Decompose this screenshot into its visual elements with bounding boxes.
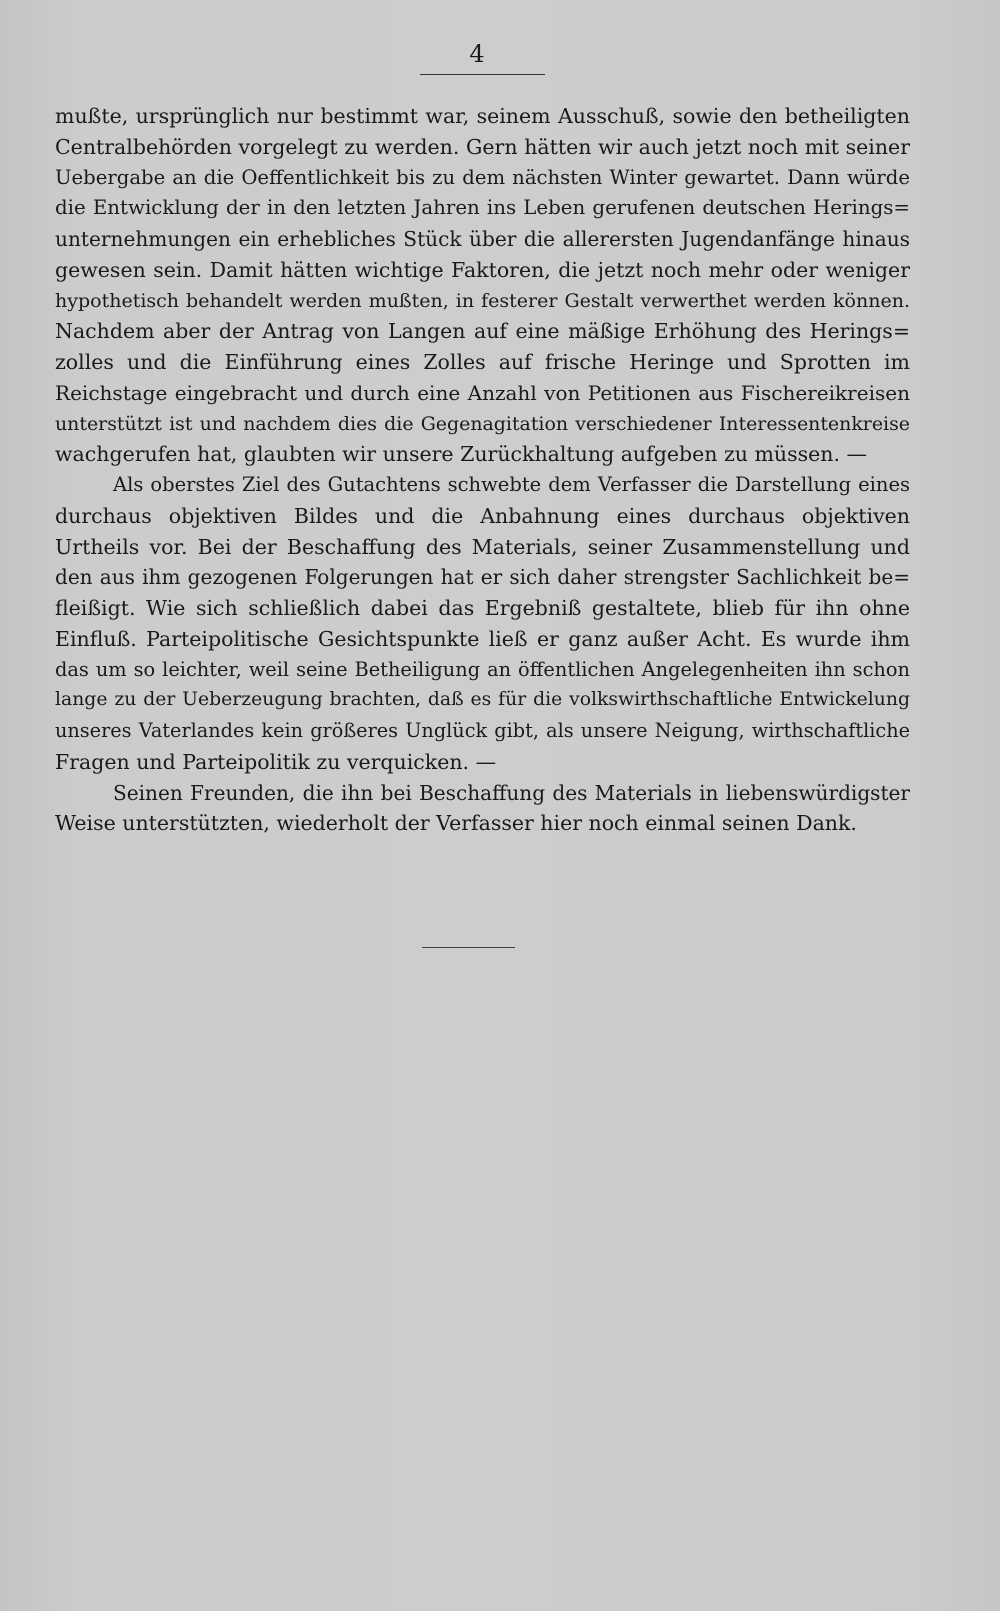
text-line: die Entwicklung der in den letzten Jahren ins Leben gerufenen deutschen Herings=	[55, 196, 910, 220]
text-line: Uebergabe an die Oeffentlichkeit bis zu dem nächsten Winter gewartet. Dann würde	[55, 165, 910, 189]
header-rule	[420, 74, 545, 75]
text-line: Einfluß. Parteipolitische Gesichtspunkte ließ er ganz außer Acht. Es wurde ihm	[55, 626, 910, 651]
text-line: Centralbehörden vorgelegt zu werden. Gern hätten wir auch jetzt noch mit seiner	[55, 134, 910, 159]
text-line: Seinen Freunden, die ihn bei Beschaffung des Materials in liebenswürdigster	[113, 780, 910, 805]
text-line: Reichstage eingebracht und durch eine Anzahl von Petitionen aus Fischereikreisen	[55, 380, 910, 405]
text-line: Fragen und Parteipolitik zu verquicken. —	[55, 749, 497, 774]
text-line: mußte, ursprünglich nur bestimmt war, seinem Ausschuß, sowie den betheiligten	[55, 104, 910, 128]
text-line: unterstützt ist und nachdem dies die Gegenagitation verschiedener Interessentenkreise	[55, 412, 910, 435]
text-line: den aus ihm gezogenen Folgerungen hat er sich daher strengster Sachlichkeit be=	[55, 565, 910, 590]
text-line: Nachdem aber der Antrag von Langen auf eine mäßige Erhöhung des Herings=	[55, 319, 910, 344]
text-line: Als oberstes Ziel des Gutachtens schwebte dem Verfasser die Darstellung eines	[113, 473, 910, 496]
text-line: Weise unterstützten, wiederholt der Verfasser hier noch einmal seinen Dank.	[55, 811, 857, 836]
text-line: hypothetisch behandelt werden mußten, in festerer Gestalt verwerthet werden können.	[55, 289, 910, 312]
text-line: zolles und die Einführung eines Zolles auf frische Heringe und Sprotten im	[55, 350, 910, 374]
closing-rule	[422, 947, 515, 948]
text-line: gewesen sein. Damit hätten wichtige Faktoren, die jetzt noch mehr oder weniger	[55, 257, 910, 282]
text-line: unseres Vaterlandes kein größeres Unglück gibt, als unsere Neigung, wirthschaftliche	[55, 719, 910, 742]
text-line: Urtheils vor. Bei der Beschaffung des Materials, seiner Zusammenstellung und	[55, 534, 910, 559]
text-line: das um so leichter, weil seine Betheiligung an öffentlichen Angelegenheiten ihn schon	[55, 657, 910, 681]
text-line: unternehmungen ein erhebliches Stück über die allerersten Jugendanfänge hinaus	[55, 227, 910, 251]
body-text	[55, 101, 910, 839]
text-line: lange zu der Ueberzeugung brachten, daß es für die volkswirthschaftliche Entwickelung	[55, 689, 910, 711]
page-number: 4	[469, 40, 486, 68]
text-line: wachgerufen hat, glaubten wir unsere Zurückhaltung aufgeben zu müssen. —	[55, 442, 868, 467]
text-line: fleißigt. Wie sich schließlich dabei das Ergebniß gestaltete, blieb für ihn ohne	[55, 596, 910, 620]
text-line: durchaus objektiven Bildes und die Anbahnung eines durchaus objektiven	[55, 503, 910, 528]
